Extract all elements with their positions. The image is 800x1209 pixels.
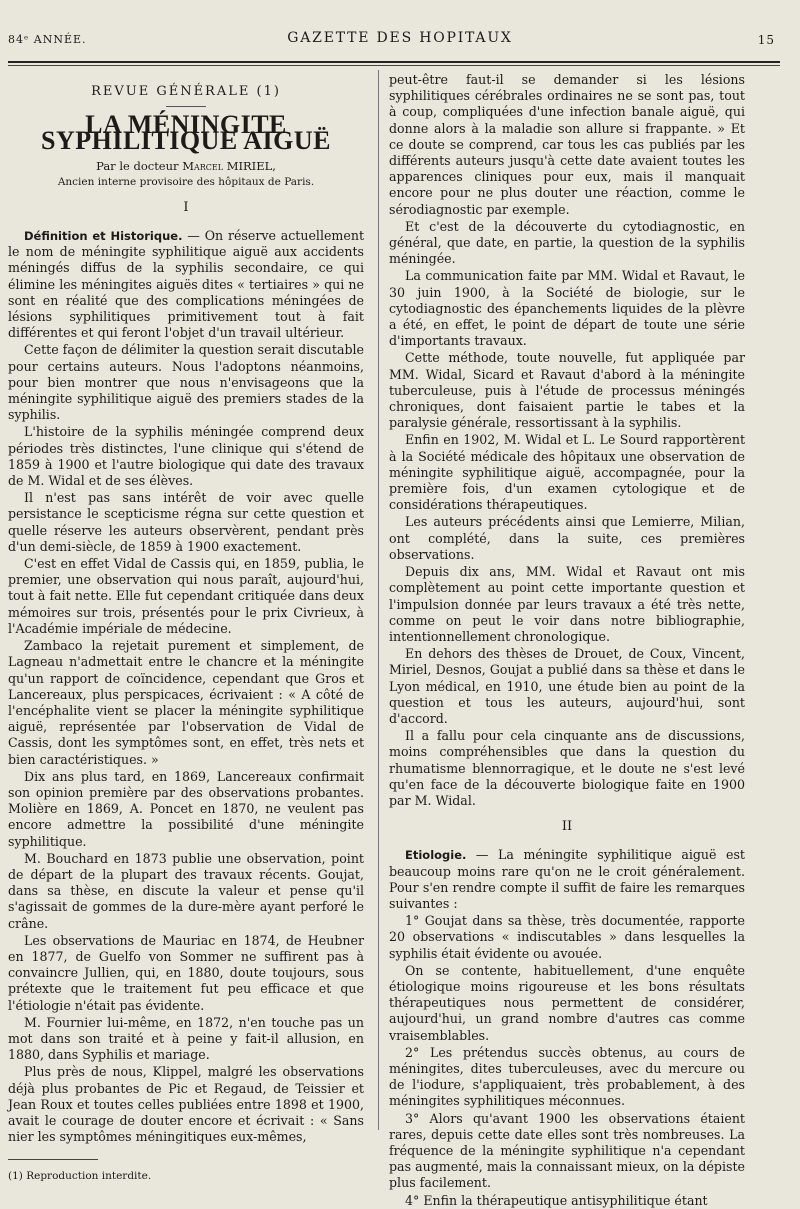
right-body-text-part2 xyxy=(389,847,745,1208)
paragraph xyxy=(389,514,745,563)
left-body-text xyxy=(8,228,364,1145)
paragraph xyxy=(8,933,364,1014)
paragraph xyxy=(8,424,364,489)
paragraph xyxy=(389,646,745,727)
paragraph-text: Dix ans plus tard, en 1869, Lancereaux confirmait son opinion première par des observations probantes. Molière en 1869, A. Poncet en 1870, ne veulent pas encore admettre la possibilité d'une méningite syphilitique. xyxy=(8,768,364,849)
masthead-title: GAZETTE DES HOPITAUX xyxy=(287,30,513,46)
paragraph xyxy=(8,556,364,637)
paragraph xyxy=(8,1064,364,1145)
author-line xyxy=(8,158,364,174)
author-affiliation: Ancien interne provisoire des hôpitaux de Paris. xyxy=(57,175,315,188)
paragraph-text: L'histoire de la syphilis méningée comprend deux périodes très distinctes, l'une clinique qui s'étend de 1859 à 1900 et l'autre biologique qui date des travaux de M. Widal et de ses élèves. xyxy=(8,424,364,489)
paragraph-text: Les auteurs précédents ainsi que Lemierre, Milian, ont complété, dans la suite, ces premières observations. xyxy=(389,514,745,562)
paragraph-text: 1° Goujat dans sa thèse, très documentée, rapporte 20 observations « indiscutables » dans lesquelles la syphilis était évidente ou avouée. xyxy=(389,913,745,961)
left-column xyxy=(8,72,364,1185)
paragraph xyxy=(389,350,745,431)
paragraph-text: Il n'est pas sans intérêt de voir avec quelle persistance le scepticisme régna sur cette question et quelle réserve les auteurs observèrent, pendant près d'un demi-siècle, de 1859 à 1900 exactement. xyxy=(8,490,364,554)
author-name: Marcel MIRIEL, xyxy=(182,158,276,173)
paragraph-text: En dehors des thèses de Drouet, de Coux, Vincent, Miriel, Desnos, Goujat a publié dans sa thèse et dans le Lyon médical, en 1910, une étude bien au point de la question et tous les auteurs, aujourd'hui, sont d'accord. xyxy=(389,646,745,726)
paragraph xyxy=(389,1111,745,1192)
paragraph-text: La communication faite par MM. Widal et Ravaut, le 30 juin 1900, à la Société de biologie, sur le cytodiagnostic des épanchements liquides de la plèvre a été, en effet, le point de départ de toute une série d'importants travaux. xyxy=(389,268,745,349)
right-body-text-part1 xyxy=(389,72,745,809)
paragraph xyxy=(389,728,745,809)
paragraph xyxy=(389,847,745,912)
header-rule-thick xyxy=(8,61,780,63)
paragraph-text: Plus près de nous, Klippel, malgré les observations déjà plus probantes de Pic et Regaud, de Teissier et Jean Roux et toutes celles publiées entre 1898 et 1900, avait le courage de douter encore et écrivait : « Sans nier les symptômes méningitiques eux-mêmes, xyxy=(8,1064,364,1145)
paragraph xyxy=(389,432,745,513)
paragraph-text: On se contente, habituellement, d'une enquête étiologique moins rigoureuse et les bons résultats thérapeutiques nous permettent de considérer, aujourd'hui, un grand nombre d'autres cas comme vraisemblables. xyxy=(389,962,745,1043)
paragraph-text: Zambaco la rejetait purement et simplement, de Lagneau n'admettait entre le chancre et la méningite qu'un rapport de coïncidence, cependant que Gros et Lancereaux, plus perspicaces, écrivaient : « A côté de l'encéphalite vient se placer la méningite syphilitique aiguë, représentée par l'observation de Vidal de Cassis, dont les symptômes sont, en effet, très nets et bien caractéristiques. » xyxy=(8,638,364,767)
paragraph-text: M. Bouchard en 1873 publie une observation, point de départ de la plupart des travaux récents. Goujat, dans sa thèse, en discute la valeur et pense qu'il s'agissait de gommes de la dure-mère ayant perforé le crâne. xyxy=(8,850,364,931)
paragraph-text: Cette façon de délimiter la question serait discutable pour certains auteurs. Nous l'adoptons néanmoins, pour bien montrer que nous n'envisageons que la méningite syphilitique aiguë des premiers stades de la syphilis. xyxy=(8,342,364,423)
paragraph xyxy=(8,490,364,555)
paragraph xyxy=(8,851,364,932)
author-prefix: Par le docteur xyxy=(96,158,183,173)
article-title: LA MÉNINGITE SYPHILITIQUE AIGUË xyxy=(40,110,332,156)
paragraph xyxy=(8,228,364,341)
paragraph-text: 4° Enfin la thérapeutique antisyphilitique étant xyxy=(405,1192,708,1208)
paragraph xyxy=(389,72,745,218)
paragraph-text: — La méningite syphilitique aiguë est beaucoup moins rare qu'on ne le croit généralement. Pour s'en rendre compte il suffit de faire les remarques suivantes : xyxy=(389,847,745,911)
section-label: REVUE GÉNÉRALE (1) xyxy=(91,84,281,99)
paragraph-heading: Définition et Historique. xyxy=(24,229,183,244)
paragraph-text: 3° Alors qu'avant 1900 les observations étaient rares, depuis cette date elles sont très nombreuses. La fréquence de la méningite syphilitique n'a cependant pas augmenté, mais la connaissant mieux, on la dépiste plus facilement. xyxy=(389,1110,745,1191)
paragraph-text: C'est en effet Vidal de Cassis qui, en 1859, publia, le premier, une observation qui nous paraît, aujourd'hui, tout à fait nette. Elle fut cependant critiquée dans deux mémoires sur trois, présentés pour le prix Civrieux, à l'Académie impériale de médecine. xyxy=(8,556,364,636)
paragraph xyxy=(389,1045,745,1110)
right-column xyxy=(389,72,745,1209)
edition-year: 84ᵉ ANNÉE. xyxy=(8,33,87,46)
paragraph xyxy=(389,564,745,645)
paragraph-text: Depuis dix ans, MM. Widal et Ravaut ont mis complètement au point cette importante question et l'impulsion donnée par leurs travaux a été très nette, comme on peut le voir dans notre bibliographie, intentionnellement chronologique. xyxy=(389,564,745,644)
footnote: (1) Reproduction interdite. xyxy=(8,1170,152,1183)
paragraph-text: Enfin en 1902, M. Widal et L. Le Sourd rapportèrent à la Société médicale des hôpitaux une observation de méningite syphilitique aiguë, accompagnée, pour la première fois, d'un examen cytologique et de considérations thérapeutiques. xyxy=(389,432,745,513)
paragraph-text: Et c'est de la découverte du cytodiagnostic, en général, que date, en partie, la question de la syphilis méningée. xyxy=(389,218,745,267)
title-rule xyxy=(166,106,206,107)
paragraph-text: M. Fournier lui-même, en 1872, n'en touche pas un mot dans son traité et à peine y fait-il allusion, en 1880, dans Syphilis et mariage. xyxy=(8,1014,364,1063)
paragraph xyxy=(8,342,364,423)
paragraph-heading: Etiologie. xyxy=(405,848,467,863)
part-numeral-1: I xyxy=(183,199,189,215)
paragraph xyxy=(8,638,364,768)
paragraph xyxy=(389,1193,745,1209)
paragraph xyxy=(8,1015,364,1064)
paragraph-text: Il a fallu pour cela cinquante ans de discussions, moins compréhensibles que dans la question du rhumatisme blennorragique, et le doute ne s'est levé qu'en face de la découverte biologique faite en 1900 par M. Widal. xyxy=(389,728,745,808)
column-divider xyxy=(378,70,379,1130)
paragraph xyxy=(389,219,745,268)
paragraph-text: Cette méthode, toute nouvelle, fut appliquée par MM. Widal, Sicard et Ravaut d'abord à la méningite tuberculeuse, puis à l'étude de processus méningés chroniques, dont faisaient partie le tabes et la paralysie générale, ressortissant à la syphilis. xyxy=(389,350,745,431)
header-rule-thin xyxy=(8,65,780,66)
paragraph-text: peut-être faut-il se demander si les lésions syphilitiques cérébrales ordinaires ne se sont pas, tout à coup, compliquées d'une infection banale aiguë, qui donne alors à la maladie son allure si frappante. » Et ce doute se comprend, car tous les cas publiés par les différents auteurs jusqu'à cette date avaient toutes les apparences cliniques pour eux, mais il manquait encore pour ne plus douter une réaction, comme le sérodiagnostic par exemple. xyxy=(389,72,745,217)
paragraph-text: — On réserve actuellement le nom de méningite syphilitique aiguë aux accidents méningés diffus de la syphilis secondaire, ce qui élimine les méningites aiguës dites « tertiaires » qui ne sont en réalité que des complications méningées de lésions syphilitiques primitivement tout à fait différentes et qui feront l'objet d'un travail ultérieur. xyxy=(8,228,364,341)
paragraph xyxy=(389,913,745,962)
paragraph xyxy=(8,769,364,850)
part-numeral-2: II xyxy=(561,819,573,835)
paragraph-text: Les observations de Mauriac en 1874, de Heubner en 1877, de Guelfo von Sommer ne suffirent pas à convaincre Jullien, qui, en 1880, doute toujours, sous prétexte que le traitement fut peu efficace et que l'étiologie n'était pas évidente. xyxy=(8,932,364,1013)
paragraph xyxy=(389,963,745,1044)
page-number: 15 xyxy=(757,33,775,47)
footnote-rule xyxy=(8,1159,98,1160)
paragraph xyxy=(389,268,745,349)
paragraph-text: 2° Les prétendus succès obtenus, au cours de méningites, dites tuberculeuses, avec du mercure ou de l'iodure, s'appliquaient, très probablement, à des méningites syphilitiques méconnues. xyxy=(389,1044,745,1109)
